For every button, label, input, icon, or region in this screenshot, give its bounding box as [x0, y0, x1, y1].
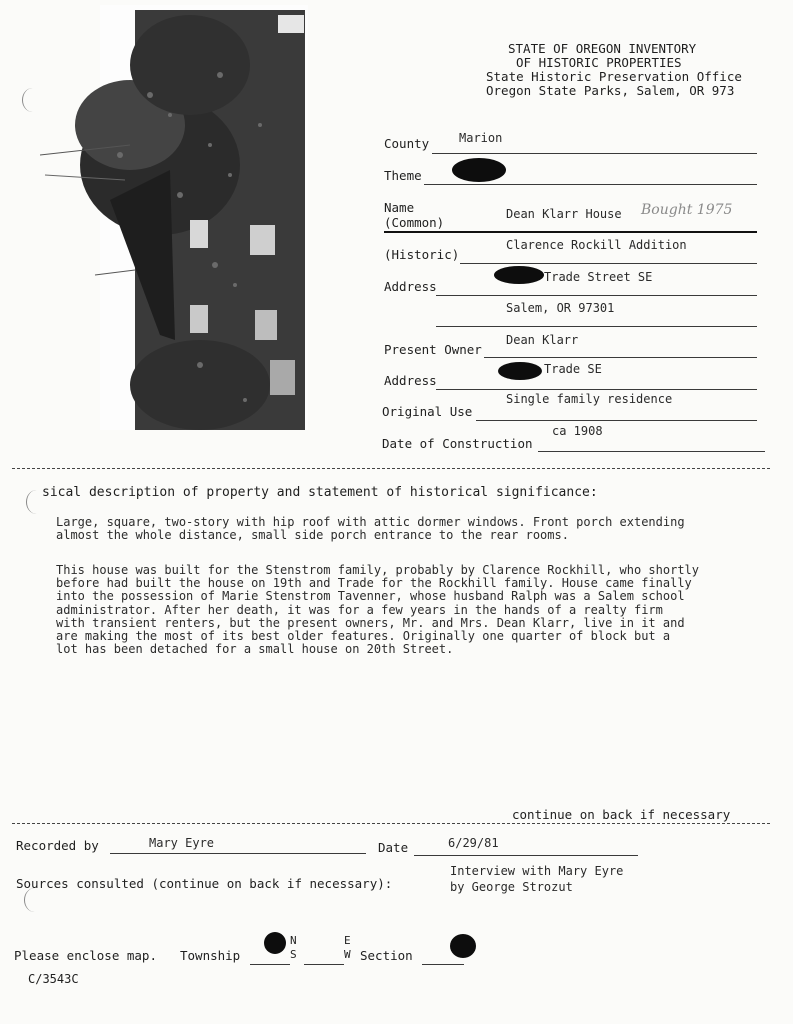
construction-value: ca 1908: [552, 424, 603, 438]
county-value: Marion: [459, 131, 503, 145]
historic-label: (Historic): [384, 247, 460, 262]
township-line: [250, 964, 290, 965]
date-label: Date: [378, 840, 409, 855]
east-label: E: [344, 934, 351, 947]
sources-label: Sources consulted (continue on back if necessary):: [16, 876, 393, 891]
header-line-2: OF HISTORIC PROPERTIES: [516, 55, 682, 70]
header-line-3: State Historic Preservation Office: [486, 69, 742, 84]
owner-label: Present Owner: [384, 342, 482, 357]
theme-line: [424, 184, 757, 185]
common-label: (Common): [384, 215, 445, 230]
continue-note: continue on back if necessary: [512, 807, 731, 822]
owner-value: Dean Klarr: [506, 333, 579, 347]
use-value: Single family residence: [506, 392, 673, 406]
north-label: N: [290, 934, 297, 947]
county-label: County: [384, 136, 430, 151]
section-separator: [12, 468, 770, 469]
address-line-1: [436, 295, 757, 296]
construction-label: Date of Construction: [382, 436, 533, 451]
construction-line: [538, 451, 765, 452]
map-label: Please enclose map.: [14, 948, 157, 963]
binder-hole-mark: [24, 888, 45, 912]
header-line-1: STATE OF OREGON INVENTORY: [508, 41, 697, 56]
header-line-4: Oregon State Parks, Salem, OR 973: [486, 83, 735, 98]
common-line: [384, 231, 757, 233]
range-line: [304, 964, 344, 965]
section-redaction: [450, 934, 476, 958]
address-line-2: [436, 326, 757, 327]
west-label: W: [344, 948, 351, 961]
owner-address-redaction: [498, 362, 542, 380]
description-paragraph-2: This house was built for the Stenstrom family, probably by Clarence Rockhill, who shortly before had built the house on 19th and Trade for the Rockhill family. House came finally into the possession of Marie Stenstrom Tavenner, whose husband Ralph was a Salem school administrator. After her death, it was for a few years in the hands of a realty firm with transient renters, but the present owners, Mr. and Mrs. Dean Klarr, live in it and are making the most of its best older features. Originally one quarter of block but a lot has been detached for a small house on 20th Street.: [56, 563, 699, 657]
date-value: 6/29/81: [448, 836, 499, 850]
historic-value: Clarence Rockill Addition: [506, 238, 687, 252]
date-line: [414, 855, 638, 856]
township-label: Township: [180, 948, 241, 963]
sources-line-2: by George Strozut: [450, 880, 573, 894]
theme-redaction: [452, 158, 506, 182]
county-line: [432, 153, 757, 154]
header-block: [486, 42, 786, 98]
description-heading: sical description of property and statement of historical significance:: [42, 485, 598, 500]
name-label: Name: [384, 200, 415, 215]
address-label: Address: [384, 279, 437, 294]
address-value-2: Salem, OR 97301: [506, 301, 615, 315]
owner-address-label: Address: [384, 373, 437, 388]
use-line: [476, 420, 757, 421]
recorded-value: Mary Eyre: [149, 836, 215, 850]
sources-line-1: Interview with Mary Eyre: [450, 864, 624, 878]
section-label: Section: [360, 948, 413, 963]
house-photograph: [40, 5, 308, 430]
township-redaction: [264, 932, 286, 954]
owner-line: [484, 357, 757, 358]
section-line: [422, 964, 464, 965]
south-label: S: [290, 948, 297, 961]
owner-address-line: [436, 389, 757, 390]
theme-label: Theme: [384, 168, 422, 183]
recorded-line: [110, 853, 366, 854]
address-number-redaction: [494, 266, 544, 284]
owner-address-value: Trade SE: [544, 362, 602, 376]
footer-separator: [12, 823, 770, 824]
historic-line: [460, 263, 757, 264]
handwritten-note: Bought 1975: [641, 202, 733, 218]
form-code: C/3543C: [28, 972, 79, 986]
common-value: Dean Klarr House: [506, 207, 622, 221]
binder-hole-mark: [22, 88, 43, 112]
description-paragraph-1: Large, square, two-story with hip roof with attic dormer windows. Front porch extending almost the whole distance, small side porch entrance to the rear rooms.: [56, 515, 685, 543]
address-value-1: Trade Street SE: [544, 270, 653, 284]
use-label: Original Use: [382, 404, 473, 419]
recorded-label: Recorded by: [16, 838, 99, 853]
